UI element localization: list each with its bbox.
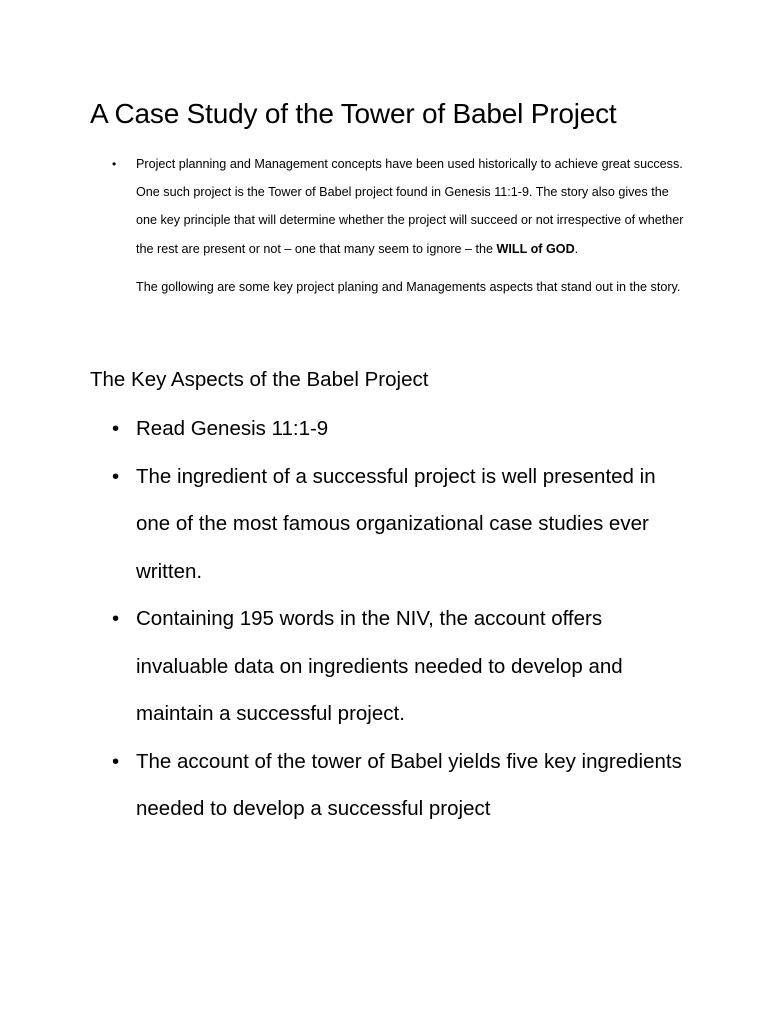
section-heading: The Key Aspects of the Babel Project [90,368,429,391]
aspects-list [110,405,690,833]
intro-bullet-item [110,150,690,263]
intro-followup-paragraph: The gollowing are some key project planing and Managements aspects that stand out in the story. [136,279,681,294]
intro-text-before-bold: Project planning and Management concepts have been used historically to achieve great success. One such project is the Tower of Babel project found in Genesis 11:1-9. The story also gives the one key principle that will determine whether the project will succeed or not irrespective of whether the rest are present or not – one that many seem to ignore – the [136,157,684,256]
intro-text-after-bold: . [574,241,579,256]
intro-section [110,150,690,301]
bullet-icon: • [112,464,120,488]
list-item-text: The ingredient of a successful project is well presented in one of the most famous organizational case studies ever written. [136,464,656,583]
intro-paragraph [136,157,683,256]
list-item-text: The account of the tower of Babel yields five key ingredients needed to develop a successful project [136,749,682,820]
list-item [110,595,690,738]
list-item-text: Containing 195 words in the NIV, the account offers invaluable data on ingredients needed to develop and maintain a successful project. [136,607,623,725]
list-item [110,453,690,596]
bullet-icon: • [112,749,120,773]
intro-bold-phrase: WILL of GOD [496,241,575,256]
document-title: A Case Study of the Tower of Babel Project [90,98,617,129]
list-item [110,738,690,833]
bullet-icon: • [112,607,120,630]
bullet-icon: • [112,417,120,440]
list-item-text: Read Genesis 11:1-9 [136,417,329,440]
bullet-icon: • [112,157,117,171]
list-item [110,405,690,453]
